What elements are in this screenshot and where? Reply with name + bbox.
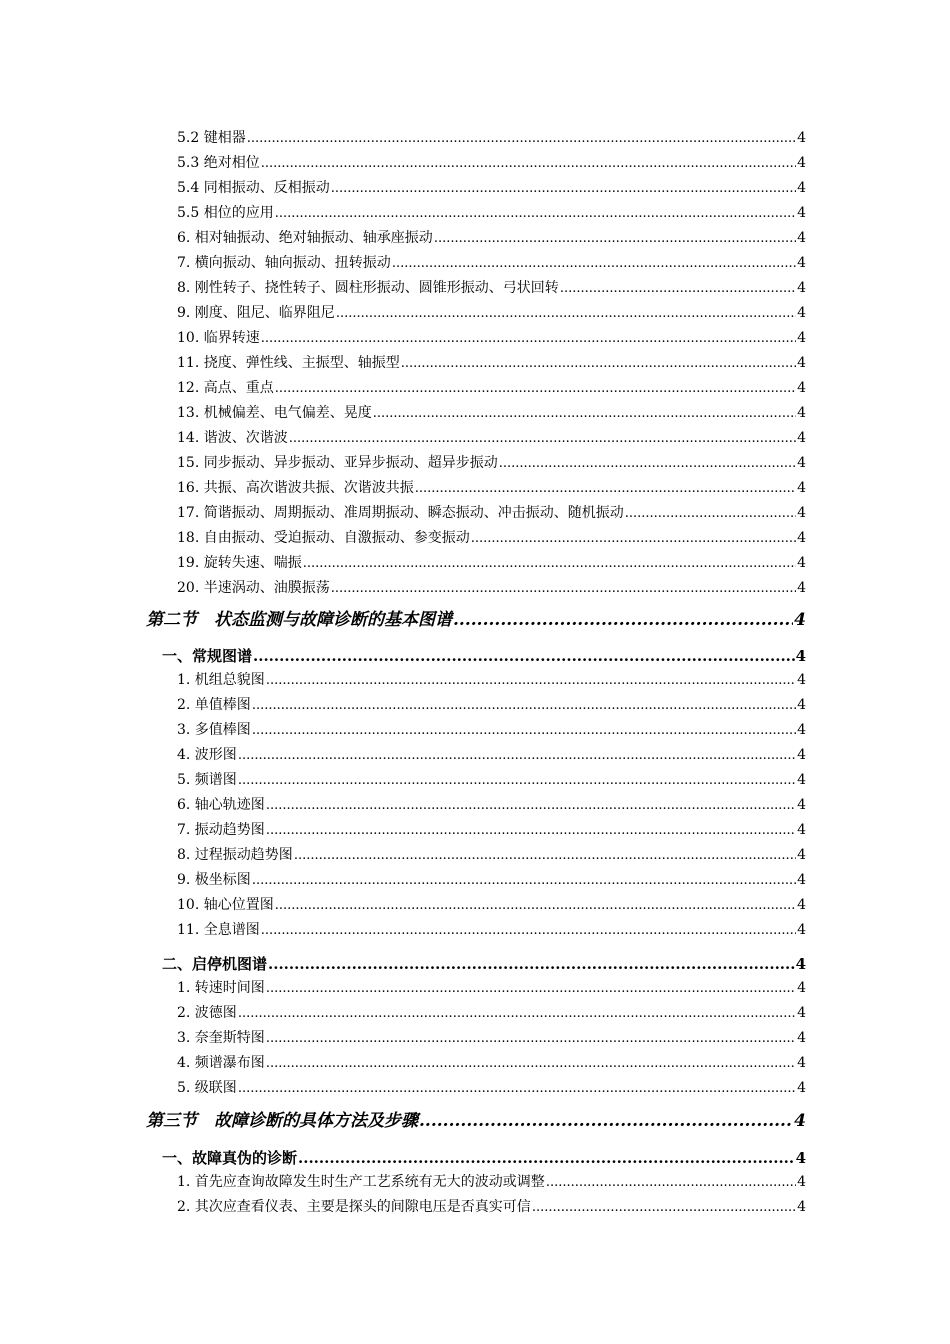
toc-entry[interactable]	[177, 770, 806, 790]
toc-entry-title: 2. 单值棒图	[177, 697, 251, 713]
toc-entry[interactable]	[177, 895, 806, 915]
toc-entry[interactable]	[177, 278, 806, 298]
toc-entry-title: 16. 共振、高次谐波共振、次谐波共振	[177, 480, 414, 496]
toc-page-number: 4	[797, 1080, 806, 1096]
toc-entry[interactable]	[177, 253, 806, 273]
toc-subsection-heading[interactable]	[162, 645, 806, 667]
toc-entry-title: 12. 高点、重点	[177, 380, 274, 396]
toc-page-number: 4	[797, 1030, 806, 1046]
toc-page-number: 4	[797, 872, 806, 888]
toc-dot-leader	[499, 454, 796, 474]
toc-page-number: 4	[797, 530, 806, 546]
toc-dot-leader	[625, 504, 796, 524]
toc-dot-leader	[560, 279, 796, 299]
toc-entry[interactable]	[177, 920, 806, 940]
toc-page-number: 4	[797, 355, 806, 371]
toc-entry-title: 第二节 状态监测与故障诊断的基本图谱	[146, 610, 452, 630]
toc-entry[interactable]	[177, 670, 806, 690]
toc-dot-leader	[266, 821, 796, 841]
toc-dot-leader	[252, 721, 796, 741]
toc-dot-leader	[261, 329, 796, 349]
toc-page-number: 4	[797, 305, 806, 321]
toc-page-number: 4	[797, 922, 806, 938]
toc-page-number: 4	[797, 772, 806, 788]
toc-entry[interactable]	[177, 353, 806, 373]
toc-dot-leader	[238, 746, 796, 766]
toc-entry[interactable]	[177, 1053, 806, 1073]
toc-entry[interactable]	[177, 1172, 806, 1192]
toc-entry-title: 2. 其次应查看仪表、主要是探头的间隙电压是否真实可信	[177, 1199, 531, 1215]
toc-dot-leader	[289, 429, 796, 449]
toc-page-number: 4	[797, 405, 806, 421]
toc-dot-leader	[453, 608, 793, 632]
toc-entry[interactable]	[177, 528, 806, 548]
toc-dot-leader	[331, 579, 796, 599]
toc-entry[interactable]	[177, 378, 806, 398]
toc-page-number: 4	[797, 505, 806, 521]
toc-dot-leader	[415, 479, 796, 499]
toc-entry[interactable]	[177, 203, 806, 223]
toc-dot-leader	[238, 1079, 796, 1099]
toc-entry[interactable]	[177, 453, 806, 473]
toc-entry-title: 17. 简谐振动、周期振动、准周期振动、瞬态振动、冲击振动、随机振动	[177, 505, 624, 521]
toc-entry-title: 13. 机械偏差、电气偏差、晃度	[177, 405, 372, 421]
toc-entry-title: 10. 临界转速	[177, 330, 260, 346]
toc-page-number: 4	[797, 797, 806, 813]
toc-dot-leader	[238, 1004, 796, 1024]
toc-dot-leader	[392, 254, 796, 274]
toc-entry-title: 4. 频谱瀑布图	[177, 1055, 265, 1071]
toc-dot-leader	[546, 1173, 796, 1193]
toc-entry-title: 15. 同步振动、异步振动、亚异步振动、超异步振动	[177, 455, 498, 471]
toc-dot-leader	[275, 204, 796, 224]
toc-page-number: 4	[795, 647, 806, 665]
toc-entry[interactable]	[177, 303, 806, 323]
toc-entry[interactable]	[177, 1078, 806, 1098]
toc-section-heading[interactable]	[146, 1109, 806, 1133]
toc-section-heading[interactable]	[146, 608, 806, 632]
toc-page-number: 4	[797, 230, 806, 246]
toc-entry[interactable]	[177, 870, 806, 890]
toc-entry-title: 18. 自由振动、受迫振动、自激振动、参变振动	[177, 530, 470, 546]
toc-dot-leader	[373, 404, 796, 424]
toc-dot-leader	[266, 796, 796, 816]
toc-entry[interactable]	[177, 720, 806, 740]
toc-page-number: 4	[795, 955, 806, 973]
toc-entry-title: 6. 轴心轨迹图	[177, 797, 265, 813]
toc-dot-leader	[252, 696, 796, 716]
toc-entry-title: 2. 波德图	[177, 1005, 237, 1021]
toc-entry[interactable]	[177, 578, 806, 598]
toc-page-number: 4	[797, 722, 806, 738]
toc-entry[interactable]	[177, 795, 806, 815]
toc-entry[interactable]	[177, 745, 806, 765]
toc-entry[interactable]	[177, 153, 806, 173]
toc-entry-title: 3. 多值棒图	[177, 722, 251, 738]
toc-page-number: 4	[797, 455, 806, 471]
toc-dot-leader	[268, 953, 795, 975]
toc-entry[interactable]	[177, 695, 806, 715]
toc-entry[interactable]	[177, 553, 806, 573]
toc-page-number: 4	[797, 330, 806, 346]
toc-entry[interactable]	[177, 328, 806, 348]
toc-entry[interactable]	[177, 428, 806, 448]
toc-entry-title: 1. 机组总貌图	[177, 672, 265, 688]
toc-dot-leader	[294, 846, 796, 866]
toc-page-number: 4	[797, 1055, 806, 1071]
toc-dot-leader	[266, 671, 796, 691]
toc-dot-leader	[303, 554, 796, 574]
toc-page-number: 4	[797, 672, 806, 688]
toc-page-number: 4	[797, 1174, 806, 1190]
toc-entry-title: 6. 相对轴振动、绝对轴振动、轴承座振动	[177, 230, 433, 246]
toc-page-number: 4	[797, 980, 806, 996]
toc-dot-leader	[253, 645, 795, 667]
toc-page-number: 4	[797, 697, 806, 713]
toc-entry[interactable]	[177, 845, 806, 865]
toc-page-number: 4	[797, 205, 806, 221]
toc-entry-title: 7. 横向振动、轴向振动、扭转振动	[177, 255, 391, 271]
toc-entry-title: 10. 轴心位置图	[177, 897, 274, 913]
toc-dot-leader	[275, 896, 796, 916]
toc-entry-title: 11. 全息谱图	[177, 922, 260, 938]
toc-entry[interactable]	[177, 503, 806, 523]
toc-entry[interactable]	[177, 978, 806, 998]
toc-dot-leader	[261, 154, 796, 174]
toc-entry[interactable]	[177, 403, 806, 423]
toc-page-number: 4	[795, 1149, 806, 1167]
toc-page-number: 4	[797, 155, 806, 171]
toc-entry-title: 一、故障真伪的诊断	[162, 1149, 298, 1167]
toc-page-number: 4	[797, 130, 806, 146]
toc-dot-leader	[471, 529, 796, 549]
toc-dot-leader	[247, 129, 796, 149]
toc-entry[interactable]	[177, 1003, 806, 1023]
toc-entry-title: 一、常规图谱	[162, 647, 253, 665]
toc-entry[interactable]	[177, 1197, 806, 1217]
toc-page-number: 4	[794, 1111, 806, 1131]
toc-page-number: 4	[797, 747, 806, 763]
toc-page-number: 4	[797, 847, 806, 863]
toc-entry-title: 20. 半速涡动、油膜振荡	[177, 580, 330, 596]
toc-entry-title: 5. 级联图	[177, 1080, 237, 1096]
toc-entry-title: 14. 谐波、次谐波	[177, 430, 288, 446]
toc-dot-leader	[266, 979, 796, 999]
toc-entry-title: 二、启停机图谱	[162, 955, 268, 973]
toc-dot-leader	[419, 1109, 793, 1133]
toc-entry[interactable]	[177, 478, 806, 498]
toc-dot-leader	[532, 1198, 796, 1218]
toc-page-number: 4	[797, 580, 806, 596]
toc-page-number: 4	[794, 610, 806, 630]
toc-page-number: 4	[797, 897, 806, 913]
toc-dot-leader	[336, 304, 796, 324]
toc-entry-title: 5. 频谱图	[177, 772, 237, 788]
toc-entry-title: 1. 转速时间图	[177, 980, 265, 996]
toc-dot-leader	[275, 379, 796, 399]
toc-entry-title: 5.4 同相振动、反相振动	[177, 180, 330, 196]
toc-entry-title: 4. 波形图	[177, 747, 237, 763]
toc-entry-title: 19. 旋转失速、喘振	[177, 555, 302, 571]
toc-entry-title: 8. 过程振动趋势图	[177, 847, 293, 863]
toc-dot-leader	[266, 1029, 796, 1049]
toc-page-number: 4	[797, 280, 806, 296]
toc-page-number: 4	[797, 430, 806, 446]
toc-entry[interactable]	[177, 228, 806, 248]
toc-page-number: 4	[797, 822, 806, 838]
toc-dot-leader	[434, 229, 796, 249]
toc-entry[interactable]	[177, 820, 806, 840]
toc-entry[interactable]	[177, 1028, 806, 1048]
toc-entry-title: 5.5 相位的应用	[177, 205, 274, 221]
toc-dot-leader	[331, 179, 796, 199]
toc-entry-title: 5.2 键相器	[177, 130, 246, 146]
toc-dot-leader	[266, 1054, 796, 1074]
toc-page-number: 4	[797, 255, 806, 271]
toc-page-number: 4	[797, 480, 806, 496]
toc-dot-leader	[298, 1147, 795, 1169]
toc-dot-leader	[261, 921, 796, 941]
toc-page-number: 4	[797, 1199, 806, 1215]
toc-dot-leader	[238, 771, 796, 791]
toc-page-number: 4	[797, 380, 806, 396]
toc-dot-leader	[252, 871, 796, 891]
toc-entry-title: 9. 极坐标图	[177, 872, 251, 888]
toc-entry-title: 1. 首先应查询故障发生时生产工艺系统有无大的波动或调整	[177, 1174, 545, 1190]
toc-entry-title: 5.3 绝对相位	[177, 155, 260, 171]
toc-subsection-heading[interactable]	[162, 1147, 806, 1169]
toc-subsection-heading[interactable]	[162, 953, 806, 975]
toc-entry-title: 第三节 故障诊断的具体方法及步骤	[146, 1111, 418, 1131]
toc-entry-title: 8. 刚性转子、挠性转子、圆柱形振动、圆锥形振动、弓状回转	[177, 280, 559, 296]
toc-page-number: 4	[797, 180, 806, 196]
toc-page-number: 4	[797, 555, 806, 571]
toc-entry-title: 11. 挠度、弹性线、主振型、轴振型	[177, 355, 400, 371]
toc-page-number: 4	[797, 1005, 806, 1021]
toc-dot-leader	[401, 354, 796, 374]
toc-entry-title: 9. 刚度、阻尼、临界阻尼	[177, 305, 335, 321]
toc-entry[interactable]	[177, 128, 806, 148]
toc-entry-title: 3. 奈奎斯特图	[177, 1030, 265, 1046]
toc-entry[interactable]	[177, 178, 806, 198]
toc-entry-title: 7. 振动趋势图	[177, 822, 265, 838]
